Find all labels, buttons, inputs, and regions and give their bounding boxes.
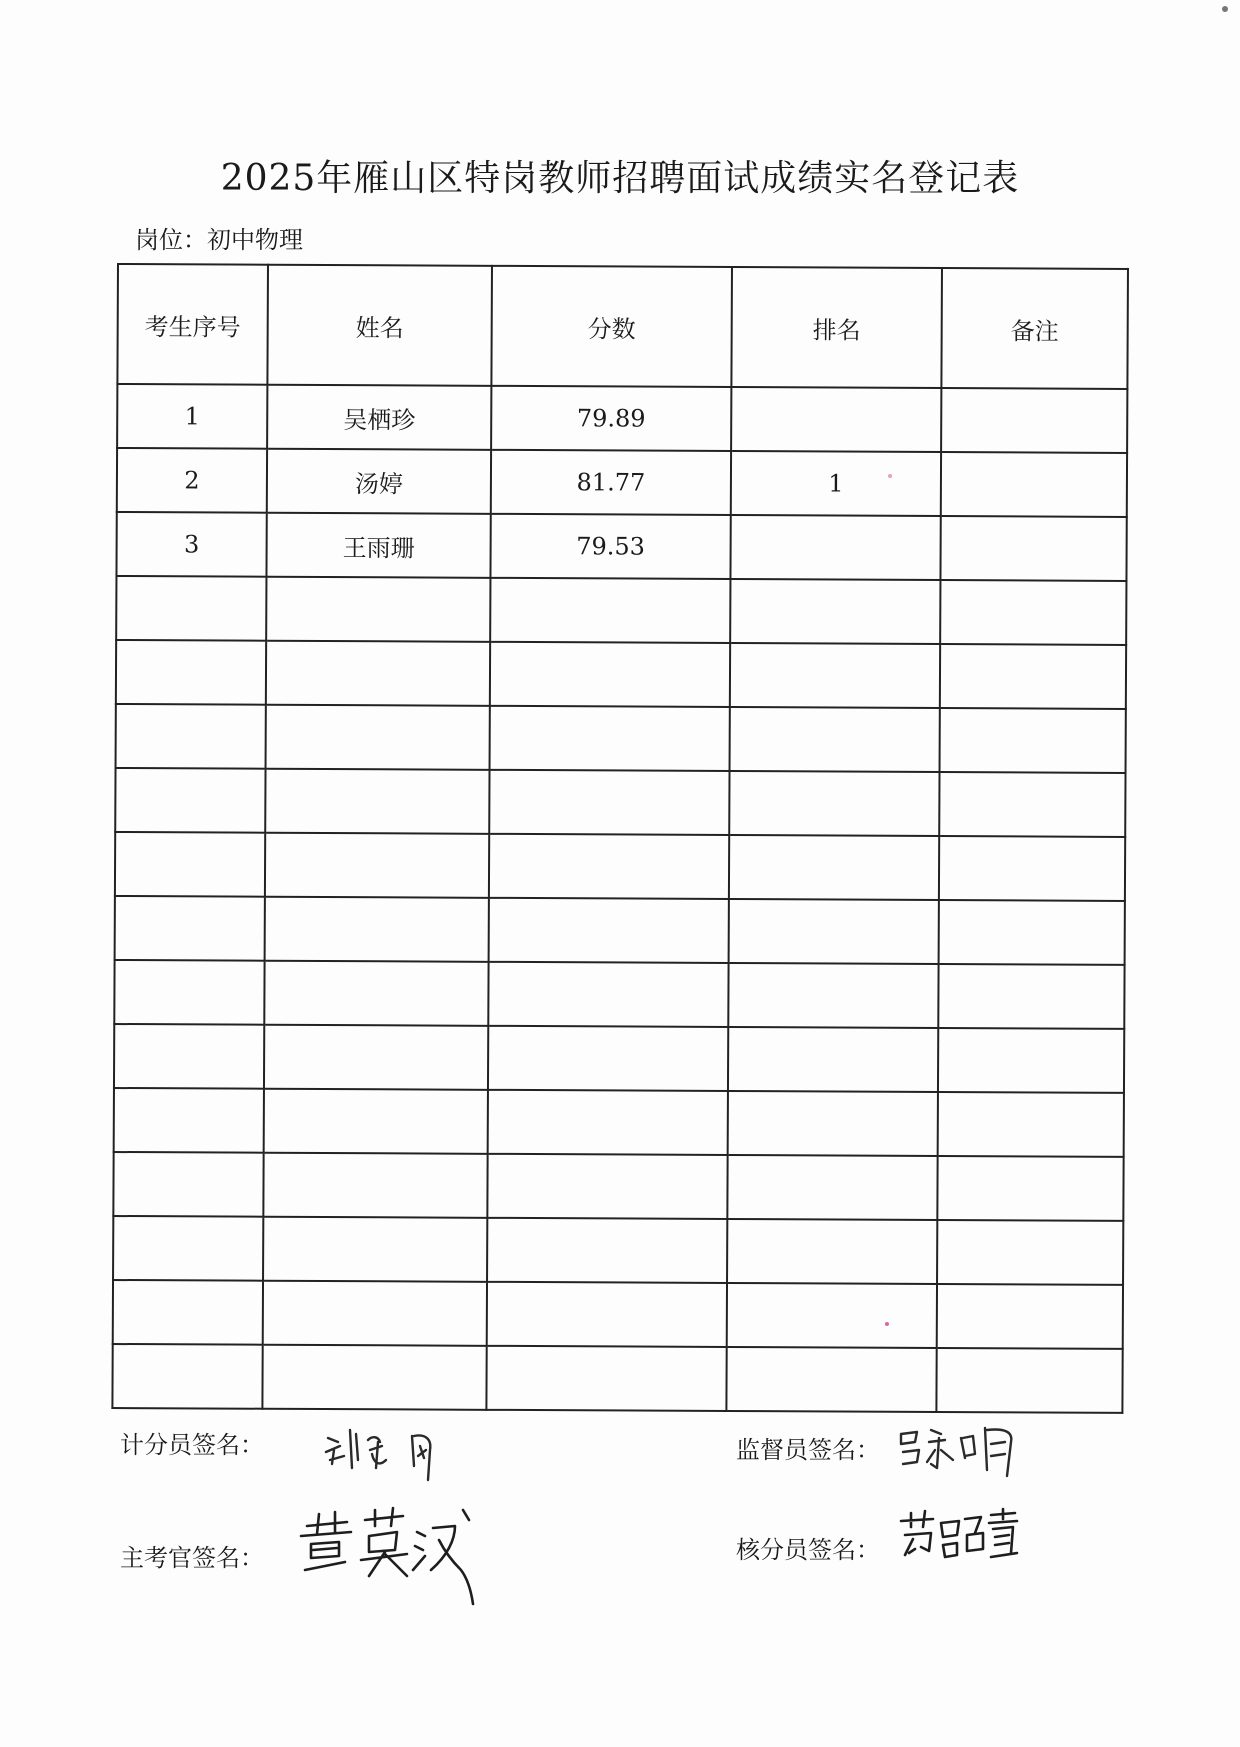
cell-rank (729, 771, 939, 836)
cell-rank: 1 (731, 451, 941, 516)
checker-handwritten-signature (895, 1505, 1025, 1580)
table-row (116, 704, 1126, 773)
table-row (115, 768, 1125, 837)
table-row (114, 1088, 1124, 1157)
cell-candidate-number: 1 (117, 384, 267, 449)
cell-name (265, 769, 489, 834)
header-rank: 排名 (731, 267, 942, 388)
cell-score (489, 898, 729, 963)
cell-name (263, 1153, 487, 1218)
cell-rank (730, 579, 940, 644)
cell-rank (729, 835, 939, 900)
cell-name (264, 1089, 488, 1154)
chief-examiner-signature-label: 主考官签名： (120, 1544, 264, 1572)
cell-name (263, 1281, 487, 1346)
cell-rank (727, 1155, 937, 1220)
cell-score (487, 1154, 727, 1219)
table-row (114, 1024, 1124, 1093)
cell-score: 81.77 (491, 450, 731, 515)
cell-score (490, 642, 730, 707)
chief-examiner-handwritten-signature (295, 1500, 495, 1610)
cell-remarks (939, 836, 1125, 901)
checker-signature-label: 核分员签名： (736, 1536, 880, 1564)
cell-candidate-number (114, 960, 264, 1025)
cell-candidate-number: 2 (117, 448, 267, 513)
cell-score: 79.89 (491, 386, 731, 451)
ink-speck (885, 1322, 889, 1326)
cell-rank (730, 515, 940, 580)
cell-rank (728, 1091, 938, 1156)
cell-rank (730, 643, 940, 708)
ink-speck (888, 474, 892, 478)
cell-remarks (939, 900, 1125, 965)
cell-score (490, 578, 730, 643)
table-row (116, 576, 1126, 645)
cell-score (486, 1346, 726, 1411)
cell-remarks (940, 580, 1126, 645)
cell-name (264, 1025, 488, 1090)
cell-remarks (940, 516, 1126, 581)
cell-remarks (937, 1220, 1123, 1285)
cell-name (264, 961, 488, 1026)
cell-name (266, 641, 490, 706)
table-row (116, 640, 1126, 709)
cell-rank (730, 707, 940, 772)
cell-score: 79.53 (490, 514, 730, 579)
cell-remarks (941, 452, 1127, 517)
position-label: 岗位：初中物理 (135, 226, 303, 254)
cell-name: 汤婷 (267, 449, 491, 514)
cell-candidate-number (116, 704, 266, 769)
cell-candidate-number: 3 (116, 512, 266, 577)
header-candidate-number: 考生序号 (117, 264, 268, 385)
table-row (115, 832, 1125, 901)
cell-candidate-number (116, 640, 266, 705)
table-header-row (117, 264, 1128, 389)
cell-score (490, 706, 730, 771)
cell-score (488, 1026, 728, 1091)
supervisor-signature-label: 监督员签名： (736, 1436, 880, 1464)
cell-candidate-number (112, 1344, 262, 1409)
cell-rank (727, 1219, 937, 1284)
header-score: 分数 (491, 266, 732, 387)
cell-score (489, 834, 729, 899)
score-table (111, 263, 1129, 1414)
cell-remarks (936, 1348, 1122, 1413)
cell-name (263, 1217, 487, 1282)
supervisor-handwritten-signature (895, 1420, 1035, 1490)
table-row (115, 896, 1125, 965)
header-remarks: 备注 (941, 268, 1128, 389)
cell-candidate-number (114, 1088, 264, 1153)
cell-remarks (940, 644, 1126, 709)
cell-rank (727, 1283, 937, 1348)
header-name: 姓名 (267, 265, 492, 386)
cell-name (266, 705, 490, 770)
cell-score (488, 1090, 728, 1155)
scorer-signature-label: 计分员签名： (120, 1431, 264, 1459)
cell-score (487, 1282, 727, 1347)
cell-remarks (939, 772, 1125, 837)
cell-candidate-number (113, 1280, 263, 1345)
cell-remarks (938, 1028, 1124, 1093)
table-body (112, 384, 1127, 1413)
scorer-handwritten-signature (320, 1420, 460, 1490)
cell-rank (729, 899, 939, 964)
table-row (113, 1280, 1123, 1349)
cell-score (489, 770, 729, 835)
cell-score (487, 1218, 727, 1283)
cell-rank (728, 1027, 938, 1092)
cell-name (265, 897, 489, 962)
cell-candidate-number (115, 896, 265, 961)
table-row (114, 960, 1124, 1029)
table-row (113, 1152, 1123, 1221)
table-row (117, 448, 1127, 517)
cell-rank (728, 963, 938, 1028)
cell-candidate-number (116, 576, 266, 641)
cell-name: 王雨珊 (266, 513, 490, 578)
cell-remarks (941, 388, 1127, 453)
table-row (112, 1344, 1122, 1413)
cell-name (266, 577, 490, 642)
cell-candidate-number (115, 832, 265, 897)
cell-remarks (940, 708, 1126, 773)
table-row (116, 512, 1126, 581)
cell-candidate-number (115, 768, 265, 833)
cell-score (488, 962, 728, 1027)
cell-remarks (938, 964, 1124, 1029)
cell-candidate-number (114, 1024, 264, 1089)
cell-rank (726, 1347, 936, 1412)
score-table-container (111, 263, 1127, 1410)
cell-rank (731, 387, 941, 452)
table-row (117, 384, 1127, 453)
scan-mark (1222, 6, 1228, 12)
table-row (113, 1216, 1123, 1285)
cell-remarks (937, 1156, 1123, 1221)
cell-name (265, 833, 489, 898)
document-title: 2025年雁山区特岗教师招聘面试成绩实名登记表 (220, 158, 1020, 199)
cell-remarks (938, 1092, 1124, 1157)
cell-name (262, 1345, 486, 1410)
cell-remarks (937, 1284, 1123, 1349)
cell-candidate-number (113, 1216, 263, 1281)
cell-candidate-number (113, 1152, 263, 1217)
cell-name: 吴栖珍 (267, 385, 491, 450)
